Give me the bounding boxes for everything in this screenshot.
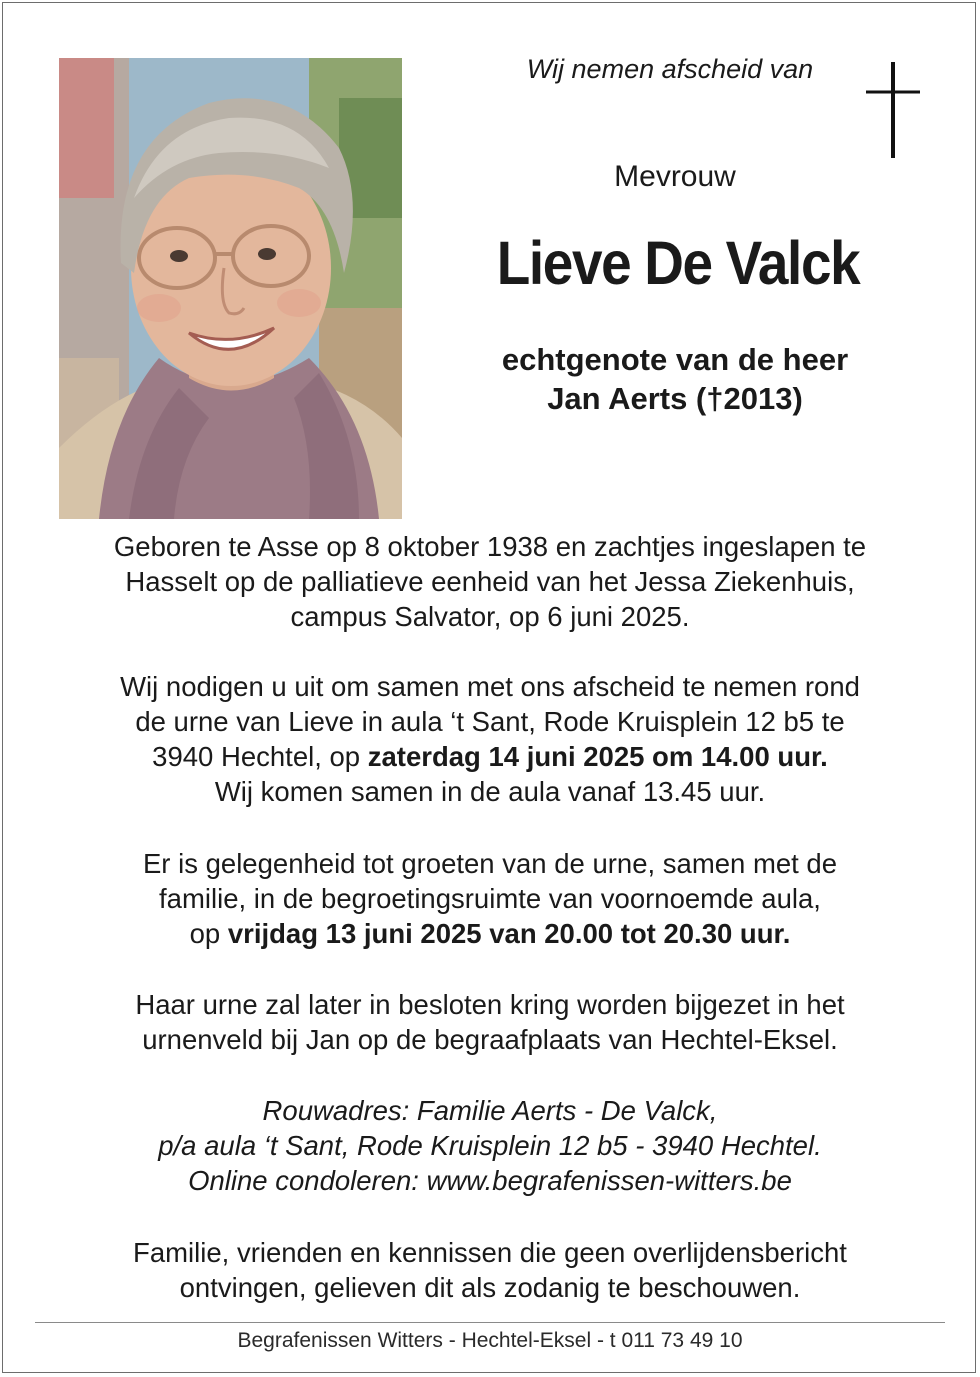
greeting-line-2: familie, in de begroetingsruimte van voornoemde aula, [159, 883, 821, 914]
ceremony-datetime: zaterdag 14 juni 2025 om 14.00 uur. [367, 741, 828, 772]
birth-paragraph [30, 529, 950, 634]
invitation-line-3-prefix: 3940 Hechtel, op [152, 741, 368, 772]
footer-divider [35, 1322, 945, 1323]
invitation-line-3 [30, 739, 950, 774]
birth-line-3: campus Salvator, op 6 juni 2025. [290, 601, 690, 632]
burial-paragraph [30, 987, 950, 1057]
invitation-line-2: de urne van Lieve in aula ‘t Sant, Rode Kruisplein 12 b5 te [135, 706, 845, 737]
address-line-2: p/a aula ‘t Sant, Rode Kruisplein 12 b5 - 3940 Hechtel. [158, 1130, 822, 1161]
portrait-photo [59, 58, 402, 519]
salutation: Mevrouw [614, 160, 736, 193]
address-line-1: Rouwadres: Familie Aerts - De Valck, [262, 1095, 718, 1126]
invitation-paragraph [30, 669, 950, 809]
birth-line-2: Hasselt op de palliatieve eenheid van het Jessa Ziekenhuis, [125, 566, 855, 597]
greeting-datetime: vrijdag 13 juni 2025 van 20.00 tot 20.30 uur. [227, 918, 791, 949]
cross-icon [862, 62, 922, 160]
notice-paragraph [30, 1235, 950, 1305]
greeting-line-1: Er is gelegenheid tot groeten van de urne, samen met de [142, 848, 838, 879]
invitation-line-4: Wij komen samen in de aula vanaf 13.45 uur. [214, 776, 766, 807]
notice-line-2: ontvingen, gelieven dit als zodanig te beschouwen. [179, 1272, 801, 1303]
address-paragraph [30, 1093, 950, 1198]
intro-line: Wij nemen afscheid van [526, 54, 814, 84]
invitation-line-1: Wij nodigen u uit om samen met ons afscheid te nemen rond [120, 671, 860, 702]
spouse-line-1: echtgenote van de heer [501, 342, 849, 377]
spouse-line-2: Jan Aerts (†2013) [547, 381, 803, 416]
greeting-paragraph [30, 846, 950, 951]
notice-line-1: Familie, vrienden en kennissen die geen overlijdensbericht [133, 1237, 847, 1268]
address-line-3: Online condoleren: www.begrafenissen-witters.be [188, 1165, 792, 1196]
deceased-name: Lieve De Valck [496, 229, 860, 297]
burial-line-1: Haar urne zal later in besloten kring worden bijgezet in het [135, 989, 845, 1020]
greeting-line-3-prefix: op [189, 918, 228, 949]
footer-text: Begrafenissen Witters - Hechtel-Eksel - t 011 73 49 10 [237, 1329, 743, 1352]
greeting-line-3 [30, 916, 950, 951]
burial-line-2: urnenveld bij Jan op de begraafplaats van Hechtel-Eksel. [142, 1024, 838, 1055]
birth-line-1: Geboren te Asse op 8 oktober 1938 en zachtjes ingeslapen te [113, 531, 867, 562]
spouse-info [420, 340, 930, 418]
